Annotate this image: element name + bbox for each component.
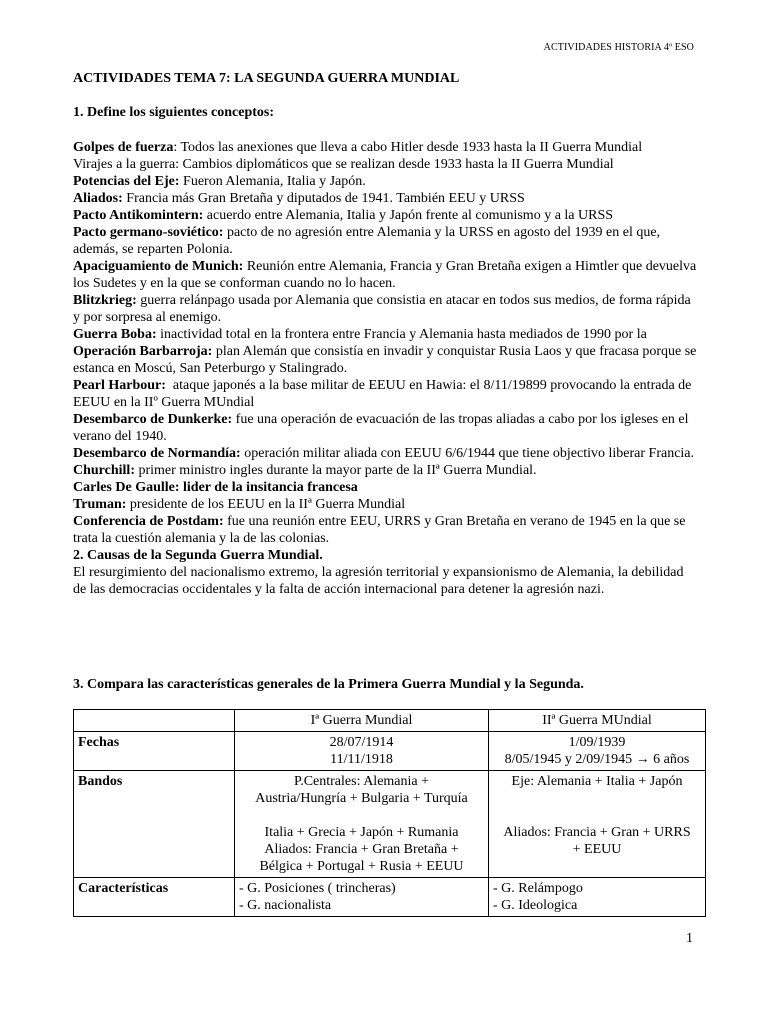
- comparison-table: [73, 709, 706, 917]
- definition-item: [73, 462, 698, 479]
- definition-text: inactividad total en la frontera entre Francia y Alemania hasta mediados de 1990 por la: [160, 327, 647, 342]
- definition-text: acuerdo entre Alemania, Italia y Japón frente al comunismo y a la URSS: [206, 208, 614, 223]
- definition-item: [73, 156, 698, 173]
- definition-item: [73, 190, 698, 207]
- table-header-row: [74, 710, 706, 732]
- cell-bandos-ww1: P.Centrales: Alemania + Austria/Hungría + Bulgaria + Turquía Italia + Grecia + Japón + Rumania Aliados: Francia + Gran Bretaña + Bélgica + Portugal + Rusia + EEUU: [235, 771, 489, 878]
- page-header: ACTIVIDADES HISTORIA 4º ESO: [543, 42, 694, 53]
- table-row-fechas: [74, 732, 706, 771]
- definition-item: [73, 411, 698, 445]
- definition-item: [73, 513, 698, 547]
- page-number: 1: [686, 931, 693, 946]
- cell-fechas-ww2: 1/09/1939 8/05/1945 y 2/09/1945 → 6 años: [489, 732, 706, 771]
- cell-bandos-ww2: Eje: Alemania + Italia + Japón Aliados: Francia + Gran + URRS + EEUU: [489, 771, 706, 878]
- definition-item: [73, 292, 698, 326]
- row-label-caracteristicas: Características: [74, 878, 235, 917]
- definition-text: Todos las anexiones que lleva a cabo Hitler desde 1933 hasta la II Guerra Mundial: [180, 140, 643, 155]
- definition-item: [73, 343, 698, 377]
- definition-item: [73, 445, 698, 462]
- definition-term: Conferencia de Postdam:: [73, 514, 224, 529]
- row-label-bandos: Bandos: [74, 771, 235, 878]
- cell-caracteristicas-ww1: - G. Posiciones ( trincheras) - G. nacionalista: [235, 878, 489, 917]
- definition-item: [73, 326, 698, 343]
- definition-term: Operación Barbarroja:: [73, 344, 213, 359]
- definition-item: [73, 224, 698, 258]
- table-row-bandos: [74, 771, 706, 878]
- definition-item: [73, 207, 698, 224]
- row-label-fechas: Fechas: [74, 732, 235, 771]
- document-title: ACTIVIDADES TEMA 7: LA SEGUNDA GUERRA MUNDIAL: [73, 71, 460, 86]
- question-1-heading: 1. Define los siguientes conceptos:: [73, 105, 275, 120]
- definition-text: Fueron Alemania, Italia y Japón.: [183, 174, 366, 189]
- cell-caracteristicas-ww2: - G. Relámpogo - G. Ideologica: [489, 878, 706, 917]
- definition-text: operación militar aliada con EEUU 6/6/1944 que tiene objectivo liberar Francia.: [244, 446, 695, 461]
- definition-item: Golpes de fuerza: Todos las anexiones que lleva a cabo Hitler desde 1933 hasta la II Guerra Mundial: [73, 140, 643, 155]
- definitions-list: [73, 139, 698, 598]
- definition-term: Golpes de fuerza: [73, 140, 174, 155]
- definition-text: ataque japonés a la base militar de EEUU en Hawia: el 8/11/19899 provocando la entrada de EEUU en la IIº Guerra MUndial: [73, 378, 692, 410]
- definition-item: [73, 496, 698, 513]
- definition-item: [73, 479, 698, 496]
- table-corner-cell: [74, 710, 235, 732]
- definition-text: Virajes a la guerra: Cambios diplomáticos que se realizan desde 1933 hasta la II Guerra Mundial: [73, 157, 614, 172]
- cell-fechas-ww1: 28/07/1914 11/11/1918: [235, 732, 489, 771]
- question-3-heading: 3. Compara las características generales de la Primera Guerra Mundial y la Segunda.: [73, 677, 584, 692]
- definition-term: Carles De Gaulle: lider de la insitancia francesa: [73, 480, 358, 495]
- definition-text: pacto de no agresión entre Alemania y la URSS en agosto del 1939 en el que, además, se reparten Polonia.: [73, 225, 661, 257]
- definition-term: Truman:: [73, 497, 127, 512]
- table-row-caracteristicas: [74, 878, 706, 917]
- definition-term: Aliados:: [73, 191, 123, 206]
- definition-text: fue una reunión entre EEU, URRS y Gran Bretaña en verano de 1945 en la que se trata la cuestión alemania y la de las colonias.: [73, 514, 686, 546]
- definition-item: [73, 173, 698, 190]
- definition-term: Pacto germano-soviético:: [73, 225, 224, 240]
- definition-text: guerra relánpago usada por Alemania que consistia en atacar en todos sus medios, de forma rápida y por sorpresa al enemigo.: [73, 293, 691, 325]
- definition-item: [73, 377, 698, 411]
- column-header-ww1: Iª Guerra Mundial: [235, 710, 489, 732]
- definition-text: Reunión entre Alemania, Francia y Gran Bretaña exigen a Himtler que devuelva los Sudetes y en la que se conforman cuando no lo hacen.: [73, 259, 697, 291]
- definition-text: Francia más Gran Bretaña y diputados de 1941. También EEU y URSS: [126, 191, 525, 206]
- definition-text: presidente de los EEUU en la IIª Guerra Mundial: [129, 497, 406, 512]
- definition-term: Pearl Harbour:: [73, 378, 166, 393]
- column-header-ww2: IIª Guerra MUndial: [489, 710, 706, 732]
- definition-term: Pacto Antikomintern:: [73, 208, 204, 223]
- definition-term: Desembarco de Normandía:: [73, 446, 241, 461]
- definition-term: Churchill:: [73, 463, 135, 478]
- definition-term: Guerra Boba:: [73, 327, 157, 342]
- definition-text: plan Alemán que consistía en invadir y conquistar Rusia Laos y que fracasa porque se estanca en Moscú, San Peterburgo y Stalingrado.: [73, 344, 697, 376]
- definition-term: Desembarco de Dunkerke:: [73, 412, 233, 427]
- definition-text: primer ministro ingles durante la mayor parte de la IIª Guerra Mundial.: [138, 463, 537, 478]
- definition-text: fue una operación de evacuación de las tropas aliadas a cabo por los igleses en el verano del 1940.: [73, 412, 689, 444]
- definition-item: [73, 258, 698, 292]
- question-2-answer: El resurgimiento del nacionalismo extremo, la agresión territorial y expansionismo de Alemania, la debilidad de las democracias occidentales y la falta de acción internacional para detener la agresión nazi.: [73, 565, 684, 597]
- question-2-heading: 2. Causas de la Segunda Guerra Mundial.: [73, 548, 323, 563]
- definition-term: Apaciguamiento de Munich:: [73, 259, 244, 274]
- definition-term: Potencias del Eje:: [73, 174, 180, 189]
- definition-term: Blitzkrieg:: [73, 293, 137, 308]
